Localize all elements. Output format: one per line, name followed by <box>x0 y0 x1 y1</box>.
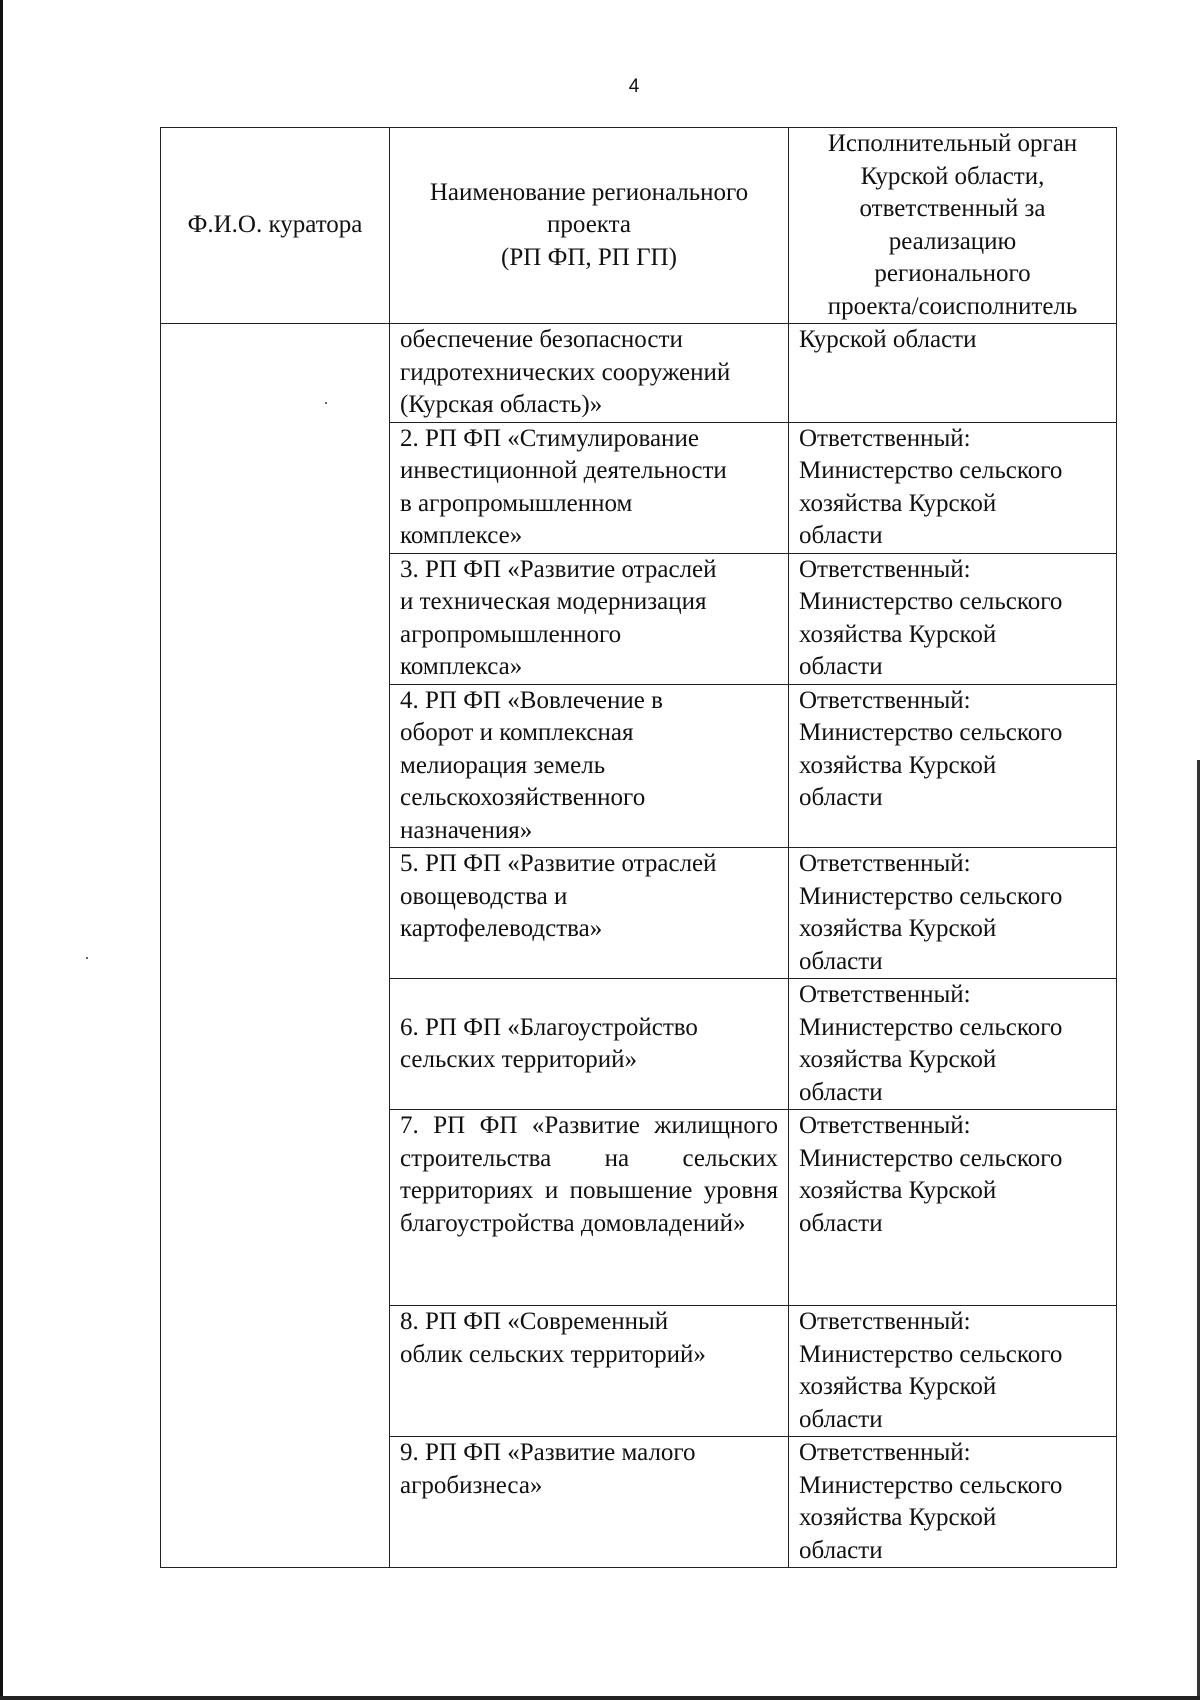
executor-name: Ответственный: Министерство сельского хозяйства Курской области <box>799 424 1063 549</box>
project-cell <box>390 422 789 553</box>
executor-name: Ответственный: Министерство сельского хозяйства Курской области <box>799 1439 1063 1564</box>
executor-name: Ответственный: Министерство сельского хозяйства Курской области <box>799 1112 1063 1237</box>
project-name: обеспечение безопасности гидротехнических сооружений (Курская область)» <box>400 326 731 418</box>
header-project-label: Наименование регионального проекта (РП ФП, РП ГП) <box>429 178 749 271</box>
project-cell <box>390 1306 789 1437</box>
executor-name: Ответственный: Министерство сельского хозяйства Курской области <box>799 850 1063 975</box>
project-name: 4. РП ФП «Вовлечение в оборот и комплексная мелиорация земель сельскохозяйственного назначения» <box>400 686 663 844</box>
executor-cell <box>789 1110 1117 1306</box>
project-name: 9. РП ФП «Развитие малого агробизнеса» <box>400 1439 696 1499</box>
project-name: 5. РП ФП «Развитие отраслей овощеводства и картофелеводства» <box>400 850 717 942</box>
project-cell <box>390 848 789 979</box>
executor-cell <box>789 1437 1117 1568</box>
header-curator-label: Ф.И.О. куратора <box>187 211 363 239</box>
scan-border-left <box>0 0 3 1700</box>
scan-border-bottom <box>0 1696 1200 1700</box>
project-name: 8. РП ФП «Современный облик сельских территорий» <box>400 1308 706 1368</box>
project-cell <box>390 1110 789 1306</box>
header-curator <box>161 128 390 324</box>
executor-cell <box>789 979 1117 1110</box>
executor-name: Ответственный: Министерство сельского хозяйства Курской области <box>799 1308 1063 1433</box>
project-name: 6. РП ФП «Благоустройство сельских территорий» <box>400 1013 698 1073</box>
executor-cell <box>789 1306 1117 1437</box>
curator-cell <box>161 324 390 1568</box>
executor-cell <box>789 324 1117 423</box>
table-header-row <box>161 128 1117 324</box>
scan-speck <box>86 957 88 959</box>
header-executor <box>789 128 1117 324</box>
project-cell <box>390 684 789 848</box>
curators-table <box>160 127 1117 1568</box>
project-cell <box>390 553 789 684</box>
table-row <box>161 324 1117 423</box>
executor-name: Курской области <box>799 326 977 353</box>
executor-cell <box>789 553 1117 684</box>
page-number: 4 <box>628 76 640 97</box>
project-cell <box>390 324 789 423</box>
project-cell <box>390 979 789 1110</box>
executor-name: Ответственный: Министерство сельского хозяйства Курской области <box>799 555 1063 680</box>
project-name: 3. РП ФП «Развитие отраслей и техническая модернизация агропромышленного комплекса» <box>400 555 717 680</box>
header-project <box>390 128 789 324</box>
executor-cell <box>789 422 1117 553</box>
project-name: 7. РП ФП «Развитие жилищного строительства на сельских территориях и повышение уровня благоустройства домовладений» <box>400 1112 778 1237</box>
project-name: 2. РП ФП «Стимулирование инвестиционной деятельности в агропромышленном комплексе» <box>400 424 727 549</box>
executor-name: Ответственный: Министерство сельского хозяйства Курской области <box>799 686 1063 811</box>
project-cell <box>390 1437 789 1568</box>
executor-cell <box>789 848 1117 979</box>
executor-name: Ответственный: Министерство сельского хозяйства Курской области <box>799 981 1063 1106</box>
executor-cell <box>789 684 1117 848</box>
header-executor-label: Исполнительный орган Курской области, ответственный за реализацию регионального проекта/соисполнитель <box>827 130 1078 320</box>
